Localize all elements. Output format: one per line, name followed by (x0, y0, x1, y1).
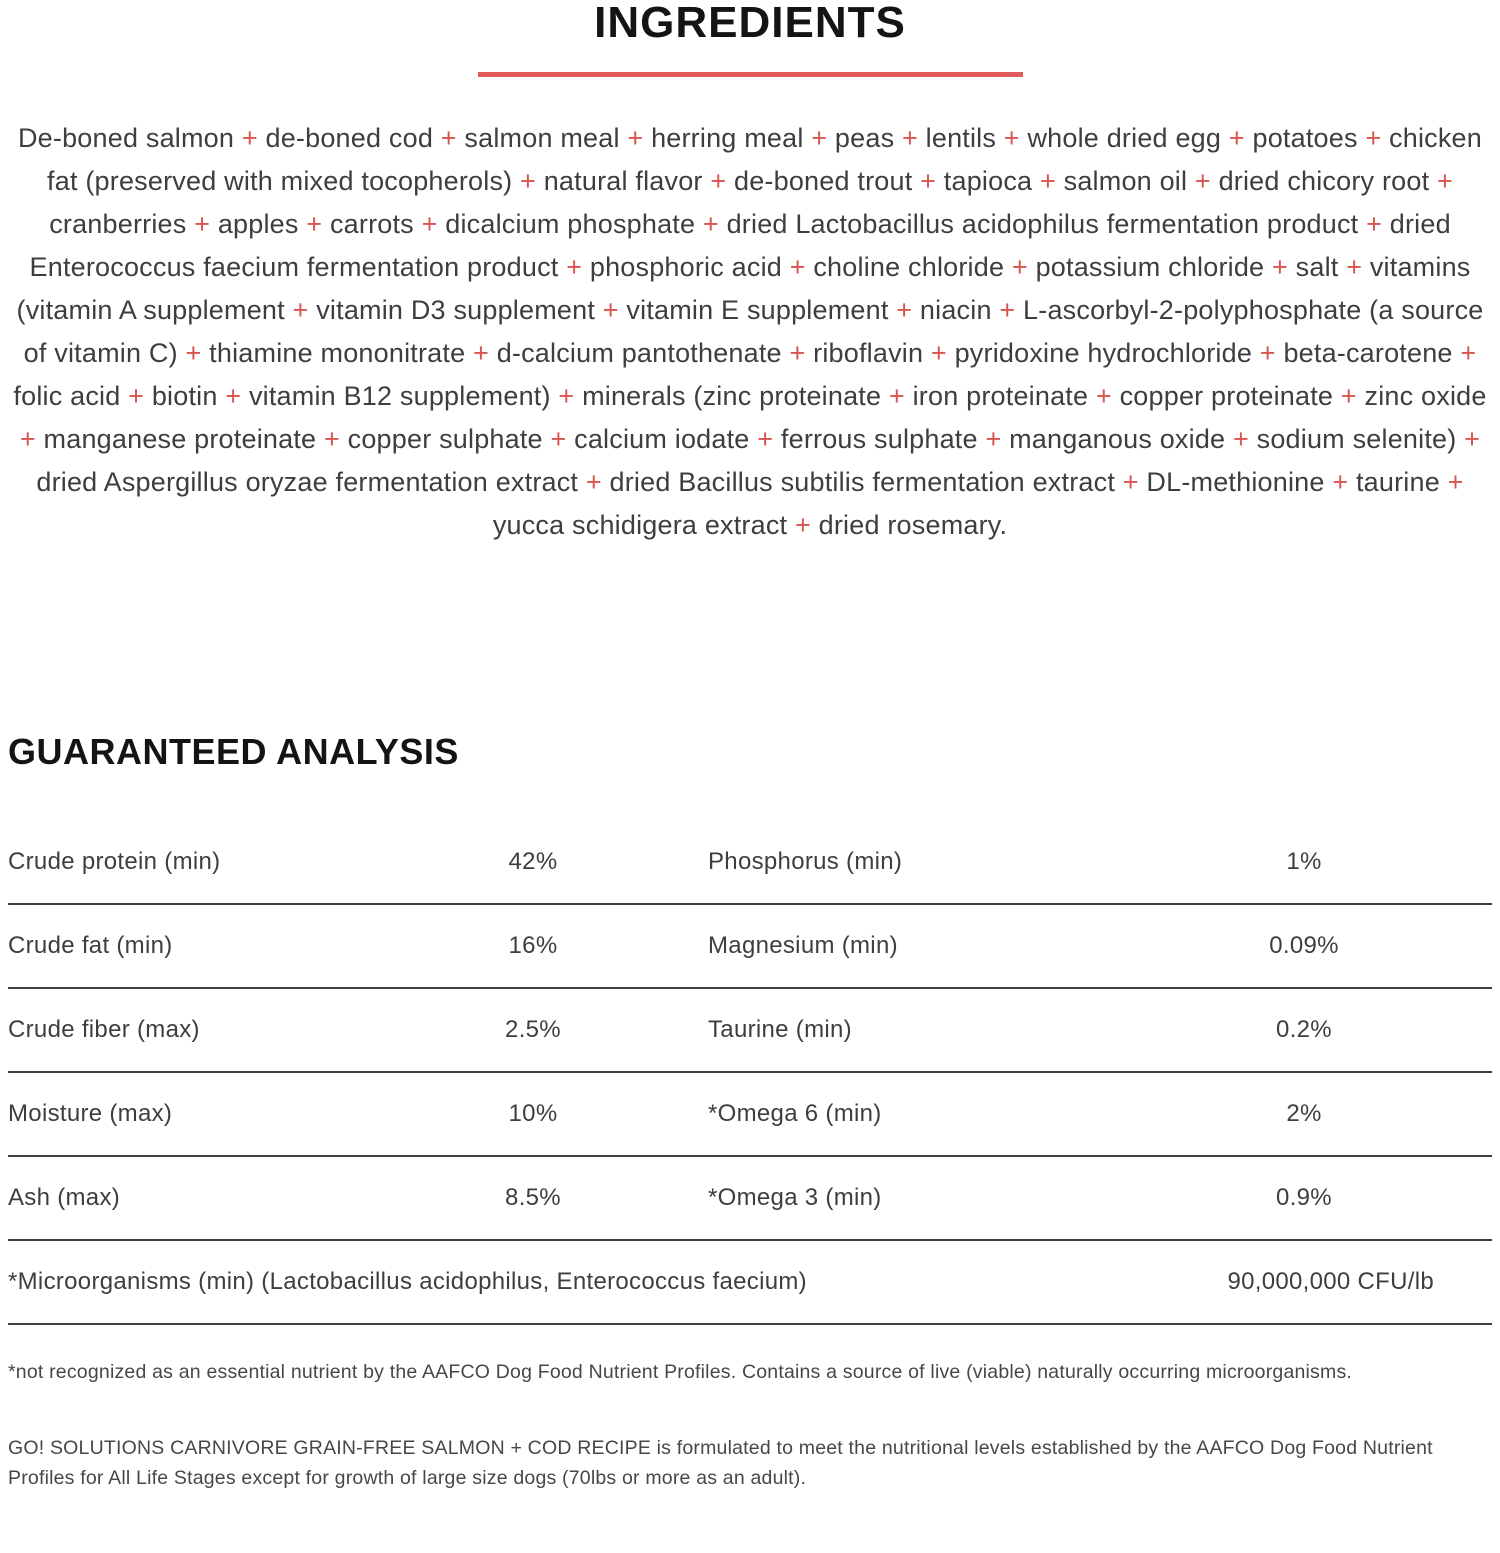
guaranteed-analysis-table (8, 821, 1492, 1325)
plus-separator: + (1039, 166, 1056, 196)
analysis-nutrient-value: 8.5% (505, 1184, 561, 1211)
analysis-nutrient-value: 0.9% (1276, 1184, 1332, 1211)
analysis-row (8, 989, 1492, 1073)
plus-separator: + (1232, 424, 1249, 454)
analysis-nutrient-label: *Omega 6 (min) (708, 1100, 882, 1127)
plus-separator: + (421, 209, 438, 239)
plus-separator: + (1346, 252, 1363, 282)
plus-separator: + (558, 381, 575, 411)
analysis-row (8, 1073, 1492, 1157)
analysis-nutrient-label: Moisture (max) (8, 1100, 173, 1127)
plus-separator: + (794, 510, 811, 540)
plus-separator: + (1003, 123, 1020, 153)
analysis-nutrient-label: Crude fiber (max) (8, 1016, 200, 1043)
plus-separator: + (1228, 123, 1245, 153)
analysis-row (8, 821, 1492, 905)
analysis-row-microorganisms (8, 1241, 1492, 1325)
plus-separator: + (323, 424, 340, 454)
analysis-nutrient-value: 2% (1286, 1100, 1322, 1127)
asterisk-footnote: *not recognized as an essential nutrient by the AAFCO Dog Food Nutrient Profiles. Contains a source of live (viable) naturally occurring microorganisms. (8, 1361, 1353, 1383)
microorganisms-label: *Microorganisms (min) (Lactobacillus acidophilus, Enterococcus faecium) (8, 1268, 807, 1295)
plus-separator: + (627, 123, 644, 153)
plus-separator: + (1436, 166, 1453, 196)
plus-separator: + (1366, 209, 1383, 239)
plus-separator: + (1122, 467, 1139, 497)
analysis-nutrient-value: 0.2% (1276, 1016, 1332, 1043)
plus-separator: + (1365, 123, 1382, 153)
analysis-nutrient-value: 10% (508, 1100, 558, 1127)
plus-separator: + (999, 295, 1016, 325)
plus-separator: + (789, 338, 806, 368)
plus-separator: + (896, 295, 913, 325)
analysis-nutrient-value: 1% (1286, 848, 1322, 875)
guaranteed-analysis-title: GUARANTEED ANALYSIS (8, 731, 459, 772)
analysis-row (8, 905, 1492, 989)
plus-separator: + (225, 381, 242, 411)
plus-separator: + (1460, 338, 1477, 368)
plus-separator: + (185, 338, 202, 368)
analysis-nutrient-label: Crude fat (min) (8, 932, 173, 959)
analysis-nutrient-value: 2.5% (505, 1016, 561, 1043)
analysis-row (8, 1157, 1492, 1241)
plus-separator: + (1095, 381, 1112, 411)
plus-separator: + (128, 381, 145, 411)
plus-separator: + (888, 381, 905, 411)
ingredients-title-underline (478, 72, 1023, 77)
plus-separator: + (1447, 467, 1464, 497)
analysis-nutrient-label: *Omega 3 (min) (708, 1184, 882, 1211)
ingredients-title: INGREDIENTS (594, 0, 906, 47)
plus-separator: + (985, 424, 1002, 454)
plus-separator: + (920, 166, 937, 196)
microorganisms-value: 90,000,000 CFU/lb (1227, 1268, 1434, 1295)
plus-separator: + (702, 209, 719, 239)
plus-separator: + (930, 338, 947, 368)
plus-separator: + (710, 166, 727, 196)
plus-separator: + (550, 424, 567, 454)
plus-separator: + (520, 166, 537, 196)
plus-separator: + (789, 252, 806, 282)
analysis-nutrient-label: Ash (max) (8, 1184, 121, 1211)
plus-separator: + (1464, 424, 1481, 454)
plus-separator: + (19, 424, 36, 454)
analysis-nutrient-label: Taurine (min) (708, 1016, 852, 1043)
analysis-nutrient-value: 16% (508, 932, 558, 959)
analysis-nutrient-label: Crude protein (min) (8, 848, 221, 875)
plus-separator: + (1011, 252, 1028, 282)
plus-separator: + (602, 295, 619, 325)
analysis-nutrient-value: 0.09% (1269, 932, 1339, 959)
plus-separator: + (1271, 252, 1288, 282)
analysis-nutrient-label: Phosphorus (min) (708, 848, 903, 875)
plus-separator: + (1332, 467, 1349, 497)
plus-separator: + (306, 209, 323, 239)
formulation-statement: GO! SOLUTIONS CARNIVORE GRAIN-FREE SALMON + COD RECIPE is formulated to meet the nutritional levels established by the AAFCO Dog Food Nutrient Profiles for All Life Stages except for growth of large size dogs (70lbs or more as an adult). (8, 1437, 1433, 1489)
plus-separator: + (811, 123, 828, 153)
ingredients-text: De-boned salmon + de-boned cod + salmon meal + herring meal + peas + lentils + whole dried egg + potatoes + chicken fat (preserved with mixed tocopherols) + natural flavor + de-boned trout + tapioca + salmon oil + dried chicory root + cranberries + apples + carrots + dicalcium phosphate + dried Lactobacillus acidophilus fermentation product + dried Enterococcus faecium fermentation product + phosphoric acid + choline chloride + potassium chloride + salt + vitamins (vitamin A supplement + vitamin D3 supplement + vitamin E supplement + niacin + L-ascorbyl-2-polyphosphate (a source of vitamin C) + thiamine mononitrate + d-calcium pantothenate + riboflavin + pyridoxine hydrochloride + beta-carotene + folic acid + biotin + vitamin B12 supplement) + minerals (zinc proteinate + iron proteinate + copper proteinate + zinc oxide + manganese proteinate + copper sulphate + calcium iodate + ferrous sulphate + manganous oxide + sodium selenite) + dried Aspergillus oryzae fermentation extract + dried Bacillus subtilis fermentation extract + DL-methionine + taurine + yucca schidigera extract + dried rosemary. (13, 123, 1487, 540)
analysis-nutrient-label: Magnesium (min) (708, 932, 898, 959)
plus-separator: + (585, 467, 602, 497)
plus-separator: + (440, 123, 457, 153)
plus-separator: + (1194, 166, 1211, 196)
plus-separator: + (194, 209, 211, 239)
analysis-nutrient-value: 42% (508, 848, 558, 875)
plus-separator: + (473, 338, 489, 368)
plus-separator: + (292, 295, 309, 325)
plus-separator: + (901, 123, 918, 153)
plus-separator: + (1259, 338, 1276, 368)
plus-separator: + (241, 123, 258, 153)
plus-separator: + (1340, 381, 1357, 411)
plus-separator: + (757, 424, 774, 454)
plus-separator: + (566, 252, 583, 282)
